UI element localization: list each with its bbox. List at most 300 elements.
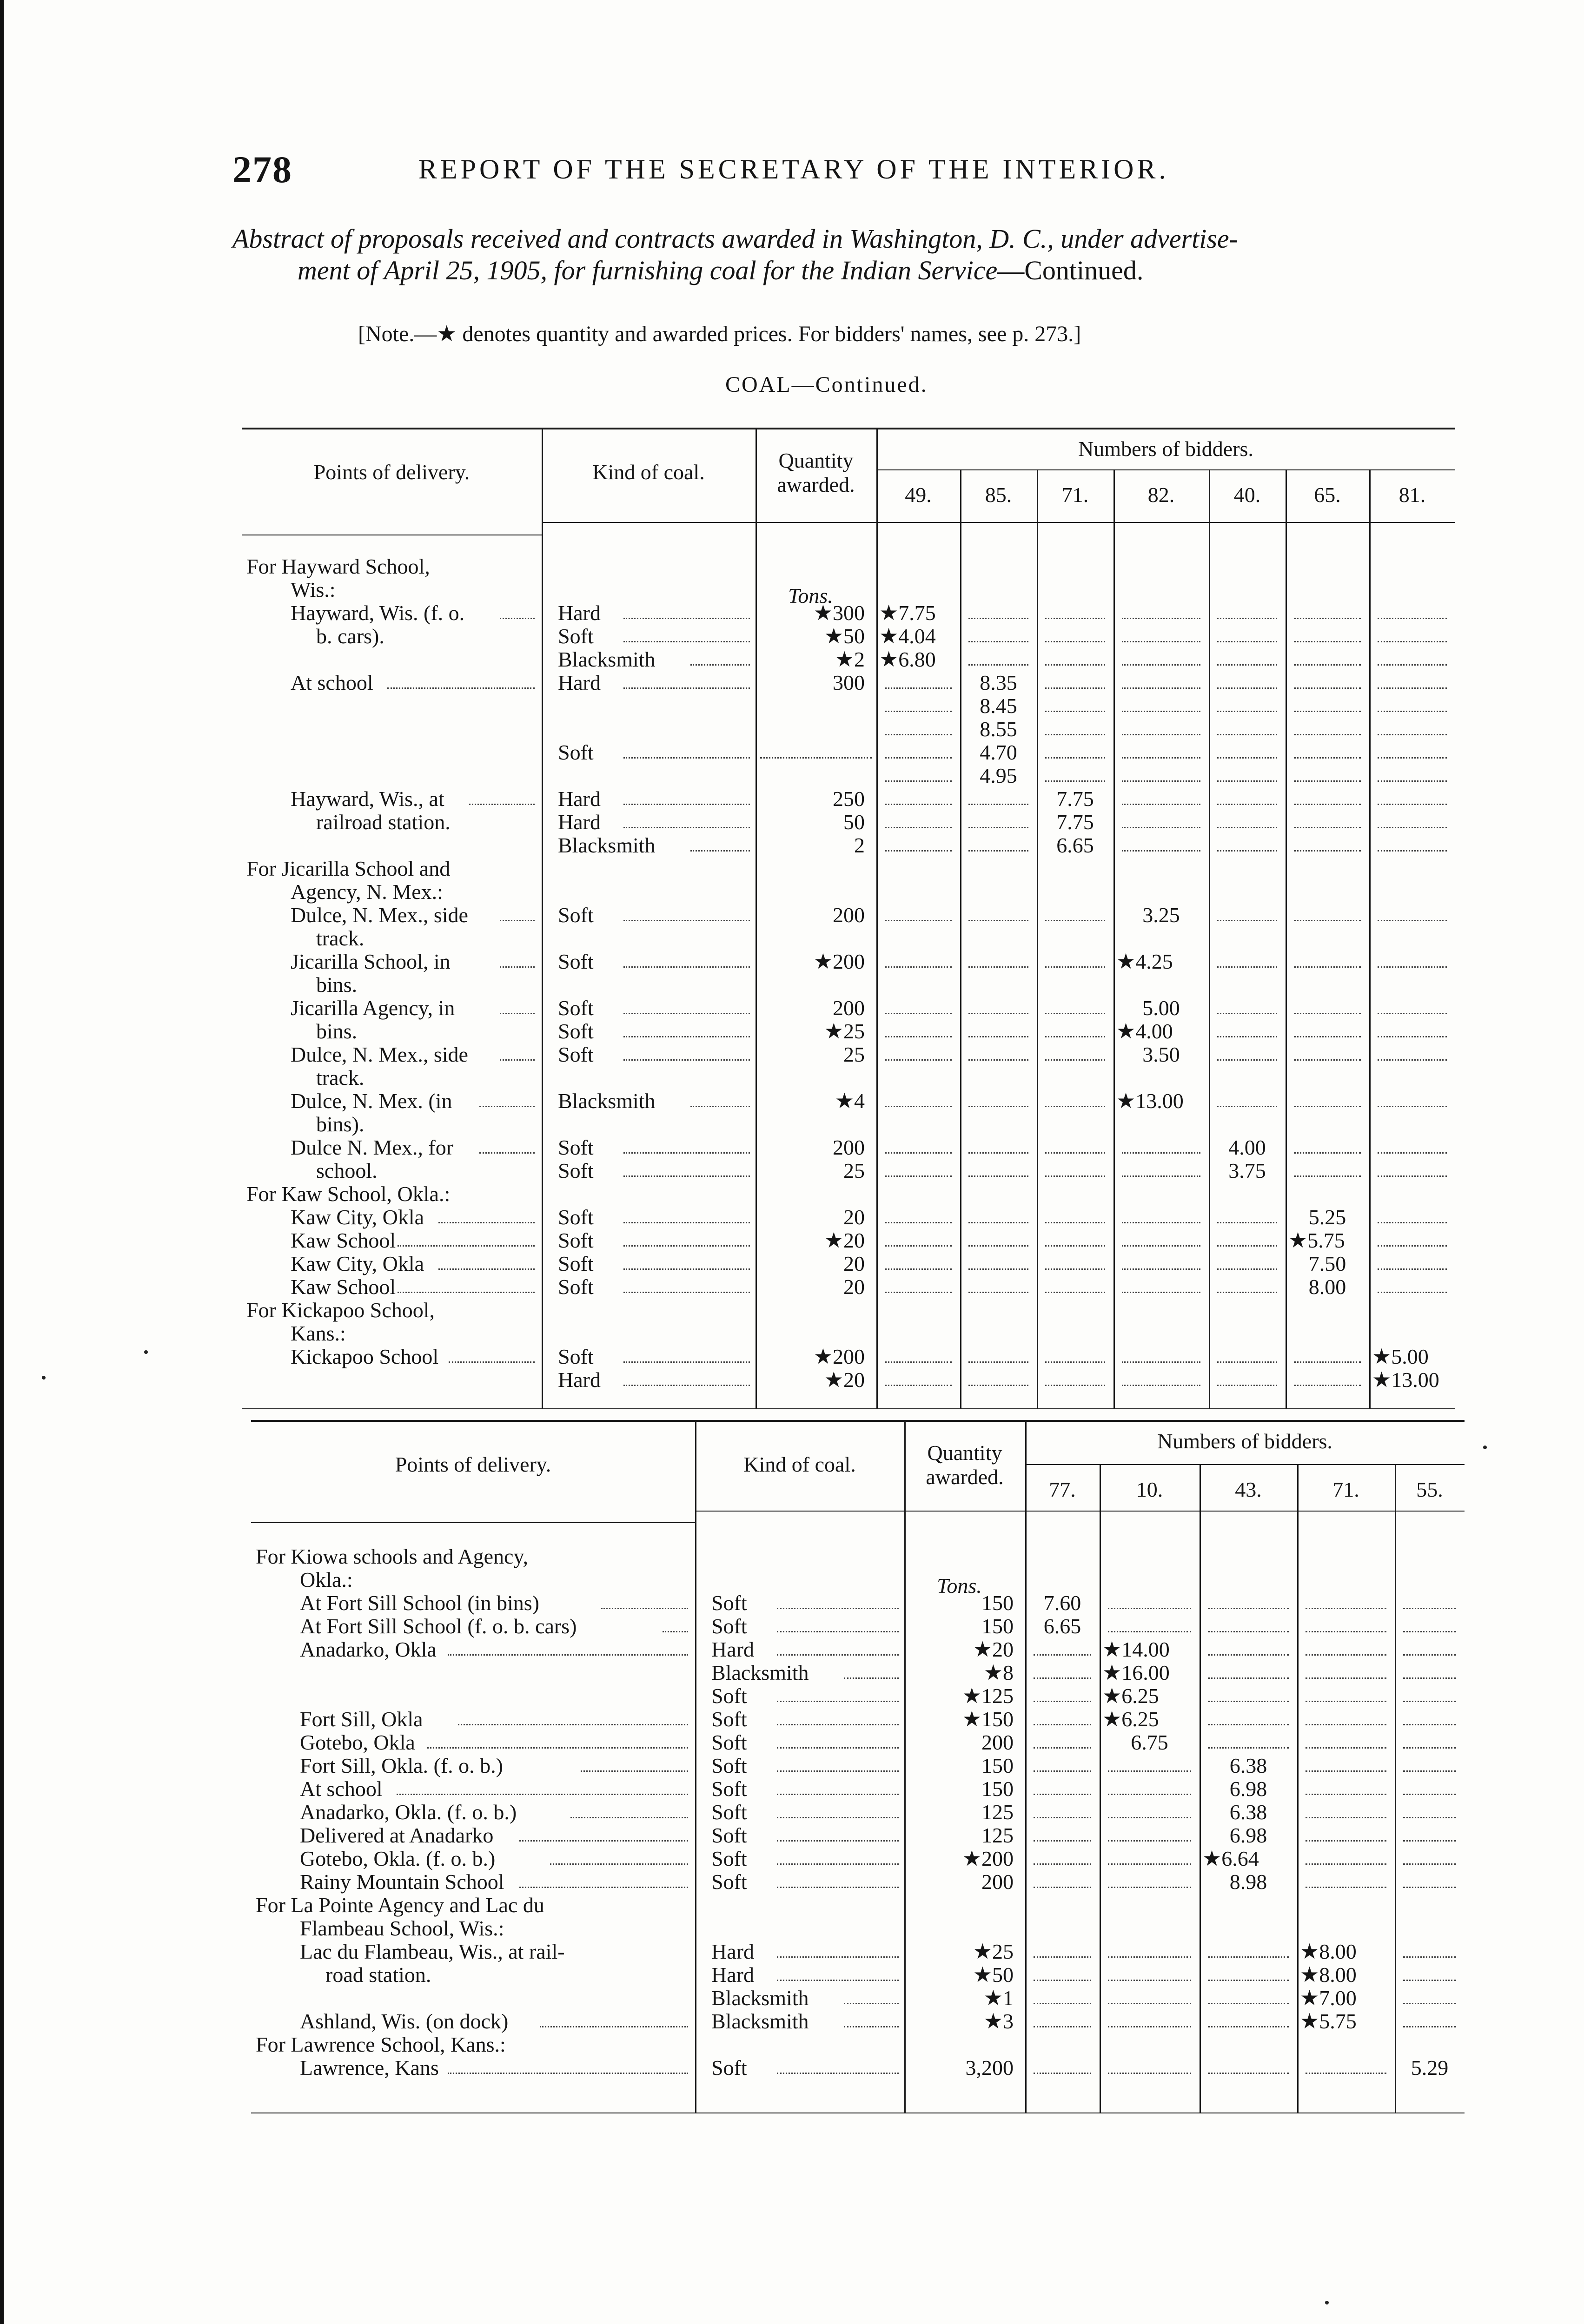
bid-empty-dots xyxy=(1208,1724,1289,1725)
quantity-awarded: ★50 xyxy=(973,1963,1014,1987)
delivery-point: For Kiowa schools and Agency, xyxy=(256,1545,528,1568)
bid-empty-dots xyxy=(1403,1817,1456,1818)
leader-dots xyxy=(690,664,750,666)
leader-dots xyxy=(777,1631,899,1632)
quantity-awarded: ★1 xyxy=(983,1986,1014,2010)
table-caption xyxy=(232,223,1460,286)
bid-empty-dots xyxy=(1294,641,1361,642)
header-kind: Kind of coal. xyxy=(743,1452,856,1476)
column-rule xyxy=(1037,469,1038,1408)
leader-dots xyxy=(448,2073,688,2074)
quantity-awarded: 300 xyxy=(833,671,865,694)
bid-empty-dots xyxy=(1306,1724,1386,1725)
bid-empty-dots xyxy=(1217,1036,1277,1037)
bid-empty-dots xyxy=(1045,1222,1105,1223)
bid-empty-dots xyxy=(885,1245,952,1247)
coal-kind: Soft xyxy=(711,1591,747,1615)
bid-empty-dots xyxy=(1034,1747,1091,1749)
bid-empty-dots xyxy=(1403,1770,1456,1772)
bid-empty-dots xyxy=(1108,1980,1191,1981)
quantity-awarded: 200 xyxy=(833,996,865,1020)
leader-dots xyxy=(438,1268,535,1270)
bid-empty-dots xyxy=(1378,757,1447,759)
bid-empty-dots xyxy=(1294,780,1361,782)
bid-empty-dots xyxy=(1208,2003,1289,2004)
bid-empty-dots xyxy=(968,664,1028,666)
leader-dots xyxy=(550,1863,688,1865)
bid-empty-dots xyxy=(1034,2026,1091,2027)
quantity-awarded: 25 xyxy=(843,1159,865,1182)
coal-kind: Soft xyxy=(558,1205,594,1229)
bid-empty-dots xyxy=(1403,2026,1456,2027)
coal-kind: Hard xyxy=(558,671,601,694)
bid-price: 3.50 xyxy=(1142,1043,1180,1066)
coal-kind: Soft xyxy=(558,903,594,927)
bid-price: 5.25 xyxy=(1308,1205,1346,1229)
bid-empty-dots xyxy=(1208,1747,1289,1749)
bid-empty-dots xyxy=(1217,1245,1277,1247)
leader-dots xyxy=(777,1840,899,1842)
bid-price: 5.00 xyxy=(1142,996,1180,1020)
bid-price: ★8.00 xyxy=(1300,1940,1357,1963)
bid-price: 6.38 xyxy=(1229,1754,1267,1777)
bid-empty-dots xyxy=(1122,757,1200,759)
leader-dots xyxy=(448,1654,688,1656)
bid-price: ★13.00 xyxy=(1372,1368,1439,1392)
bid-empty-dots xyxy=(1378,711,1447,712)
bid-empty-dots xyxy=(968,1245,1028,1247)
bid-empty-dots xyxy=(1045,1385,1105,1386)
bid-empty-dots xyxy=(1217,757,1277,759)
bidder-number-6: 65. xyxy=(1314,483,1341,507)
bid-empty-dots xyxy=(1403,1631,1456,1632)
bid-empty-dots xyxy=(1034,1794,1091,1795)
coal-kind: Soft xyxy=(711,2056,747,2080)
bid-empty-dots xyxy=(1034,1980,1091,1981)
bid-empty-dots xyxy=(1378,850,1447,852)
leader-dots xyxy=(623,1013,750,1014)
bid-empty-dots xyxy=(1034,1840,1091,1842)
coal-kind: Blacksmith xyxy=(711,2009,809,2033)
delivery-point: Anadarko, Okla. (f. o. b.) xyxy=(300,1800,517,1824)
bid-empty-dots xyxy=(1378,1152,1447,1154)
bid-empty-dots xyxy=(1306,1794,1386,1795)
bid-empty-dots xyxy=(885,1292,952,1293)
bid-empty-dots xyxy=(1294,757,1361,759)
bid-empty-dots xyxy=(1403,1654,1456,1656)
bid-empty-dots xyxy=(1403,1747,1456,1749)
leader-dots xyxy=(397,1794,688,1795)
bid-empty-dots xyxy=(968,920,1028,921)
quantity-awarded: 150 xyxy=(981,1754,1014,1777)
bid-empty-dots xyxy=(1378,1245,1447,1247)
delivery-point: At Fort Sill School (f. o. b. cars) xyxy=(300,1614,577,1638)
quantity-awarded: 200 xyxy=(833,1136,865,1159)
bid-empty-dots xyxy=(1378,1036,1447,1037)
bid-empty-dots xyxy=(1034,1654,1091,1656)
quantity-awarded: 50 xyxy=(843,810,865,834)
bid-price: 7.60 xyxy=(1043,1591,1081,1615)
bid-empty-dots xyxy=(1122,1292,1200,1293)
bid-empty-dots xyxy=(1045,618,1105,619)
column-rule xyxy=(1297,1464,1299,2113)
table-note: [Note.—★ denotes quantity and awarded prices. For bidders' names, see p. 273.] xyxy=(358,322,1081,346)
bidder-number-2: 10. xyxy=(1136,1478,1163,1501)
coal-kind: Soft xyxy=(558,1275,594,1299)
bid-price: ★6.80 xyxy=(879,647,936,671)
coal-kind: Soft xyxy=(711,1730,747,1754)
bid-empty-dots xyxy=(1045,1292,1105,1293)
bid-empty-dots xyxy=(1122,618,1200,619)
bid-empty-dots xyxy=(1045,1268,1105,1270)
leader-dots xyxy=(500,618,535,619)
header-bottom-rule-2 xyxy=(542,522,1455,523)
bid-empty-dots xyxy=(1108,1817,1191,1818)
leader-dots xyxy=(777,1770,899,1772)
bid-empty-dots xyxy=(1208,1654,1289,1656)
bid-empty-dots xyxy=(1034,2003,1091,2004)
bid-price: ★7.75 xyxy=(879,601,936,625)
leader-dots xyxy=(623,1036,750,1037)
bid-empty-dots xyxy=(1403,1794,1456,1795)
leader-dots xyxy=(777,1794,899,1795)
bid-empty-dots xyxy=(1217,711,1277,712)
bid-empty-dots xyxy=(1378,687,1447,689)
coal-kind: Hard xyxy=(711,1940,754,1963)
bid-empty-dots xyxy=(1378,827,1447,828)
bid-empty-dots xyxy=(1306,1840,1386,1842)
bidder-number-4: 82. xyxy=(1147,483,1175,507)
bid-price: ★13.00 xyxy=(1116,1089,1184,1113)
coal-kind: Blacksmith xyxy=(711,1661,809,1684)
leader-dots xyxy=(623,1268,750,1270)
bidder-header-rule xyxy=(1025,1464,1465,1465)
leader-dots xyxy=(623,920,750,921)
bid-empty-dots xyxy=(885,1059,952,1061)
scan-speck xyxy=(42,1376,46,1380)
bid-empty-dots xyxy=(1045,641,1105,642)
delivery-point: Jicarilla Agency, in xyxy=(291,996,455,1020)
delivery-point: Agency, N. Mex.: xyxy=(291,880,443,904)
column-rule xyxy=(542,428,543,1408)
delivery-point: At school xyxy=(291,671,373,694)
bid-empty-dots xyxy=(1108,2073,1191,2074)
delivery-point: Kaw City, Okla xyxy=(291,1252,424,1275)
coal-kind: Hard xyxy=(558,787,601,811)
quantity-awarded: 2 xyxy=(854,833,865,857)
coal-kind: Soft xyxy=(711,1614,747,1638)
coal-kind: Soft xyxy=(558,950,594,973)
bid-empty-dots xyxy=(968,641,1028,642)
leader-dots xyxy=(777,1724,899,1725)
coal-kind: Soft xyxy=(558,996,594,1020)
bid-empty-dots xyxy=(1208,1980,1289,1981)
leader-dots xyxy=(690,1106,750,1107)
bid-empty-dots xyxy=(1208,1701,1289,1702)
header-quantity: Quantity awarded. xyxy=(777,449,855,496)
bid-empty-dots xyxy=(1378,1268,1447,1270)
delivery-point: bins. xyxy=(316,1019,358,1043)
quantity-awarded: ★3 xyxy=(983,2009,1014,2033)
leader-dots xyxy=(500,920,535,921)
bid-empty-dots xyxy=(968,1013,1028,1014)
delivery-point: Flambeau School, Wis.: xyxy=(300,1916,504,1940)
bid-price: ★7.00 xyxy=(1300,1986,1357,2010)
bid-price: 6.98 xyxy=(1229,1777,1267,1801)
coal-kind: Soft xyxy=(711,1684,747,1708)
table-top-rule xyxy=(242,428,1455,429)
bid-empty-dots xyxy=(1034,1724,1091,1725)
bid-empty-dots xyxy=(1294,687,1361,689)
bid-empty-dots xyxy=(1378,966,1447,968)
delivery-point: For Kickapoo School, xyxy=(246,1298,435,1322)
bid-empty-dots xyxy=(1208,1956,1289,1958)
quantity-awarded: ★2 xyxy=(835,647,865,671)
coal-kind: Soft xyxy=(558,1159,594,1182)
delivery-point: Dulce N. Mex., for xyxy=(291,1136,454,1159)
bid-empty-dots xyxy=(1208,1608,1289,1609)
coal-kind: Soft xyxy=(558,1252,594,1275)
bid-empty-dots xyxy=(1306,1677,1386,1679)
coal-kind: Soft xyxy=(558,740,594,764)
bid-empty-dots xyxy=(1294,664,1361,666)
page-number: 278 xyxy=(232,148,292,191)
bidder-number-4: 71. xyxy=(1332,1478,1359,1501)
delivery-point: track. xyxy=(316,926,365,950)
coal-kind: Blacksmith xyxy=(711,1986,809,2010)
bidder-header-rule xyxy=(876,469,1455,470)
scan-speck xyxy=(1325,2301,1329,2304)
delivery-point: Lac du Flambeau, Wis., at rail- xyxy=(300,1940,565,1963)
bid-empty-dots xyxy=(1306,1817,1386,1818)
bid-empty-dots xyxy=(1122,1245,1200,1247)
bid-empty-dots xyxy=(885,1175,952,1177)
bidder-number-5: 40. xyxy=(1233,483,1261,507)
delivery-point: Okla.: xyxy=(300,1568,353,1591)
bid-price: ★6.25 xyxy=(1102,1707,1159,1731)
delivery-point: railroad station. xyxy=(316,810,451,834)
delivery-point: Dulce, N. Mex., side xyxy=(291,903,468,927)
bid-empty-dots xyxy=(968,1268,1028,1270)
bid-empty-dots xyxy=(968,1175,1028,1177)
bid-empty-dots xyxy=(1045,920,1105,921)
bid-empty-dots xyxy=(1034,1817,1091,1818)
bid-empty-dots xyxy=(1294,1059,1361,1061)
quantity-awarded: 125 xyxy=(981,1800,1014,1824)
bid-empty-dots xyxy=(1378,1222,1447,1223)
bid-price: ★14.00 xyxy=(1102,1637,1170,1661)
bid-empty-dots xyxy=(1045,711,1105,712)
bid-empty-dots xyxy=(1378,780,1447,782)
delivery-point: Anadarko, Okla xyxy=(300,1637,437,1661)
bid-empty-dots xyxy=(1306,1654,1386,1656)
delivery-point: For Jicarilla School and xyxy=(246,857,451,880)
bid-empty-dots xyxy=(1306,1701,1386,1702)
quantity-awarded: 200 xyxy=(981,1730,1014,1754)
bid-empty-dots xyxy=(1294,734,1361,735)
bid-empty-dots xyxy=(968,1106,1028,1107)
bid-empty-dots xyxy=(1217,1292,1277,1293)
bid-empty-dots xyxy=(968,827,1028,828)
quantity-awarded: ★200 xyxy=(962,1847,1014,1870)
caption-line-2 xyxy=(232,255,1460,286)
column-rule xyxy=(1200,1464,1201,2113)
bid-empty-dots xyxy=(1403,1887,1456,1888)
bid-empty-dots xyxy=(885,711,952,712)
bid-empty-dots xyxy=(1217,827,1277,828)
bid-empty-dots xyxy=(1378,1292,1447,1293)
leader-dots xyxy=(387,687,535,689)
bid-empty-dots xyxy=(1122,1152,1200,1154)
bid-empty-dots xyxy=(885,1222,952,1223)
bid-empty-dots xyxy=(1217,966,1277,968)
bid-empty-dots xyxy=(1045,1245,1105,1247)
bid-empty-dots xyxy=(1294,1175,1361,1177)
leader-dots xyxy=(519,1840,688,1842)
bid-empty-dots xyxy=(1034,1770,1091,1772)
column-rule xyxy=(695,1420,696,2113)
bid-empty-dots xyxy=(1294,1361,1361,1363)
column-rule xyxy=(1209,469,1210,1408)
bid-empty-dots xyxy=(1217,804,1277,805)
bid-empty-dots xyxy=(1108,2003,1191,2004)
bid-empty-dots xyxy=(1403,2003,1456,2004)
running-head: REPORT OF THE SECRETARY OF THE INTERIOR. xyxy=(418,154,1169,185)
bidder-number-1: 77. xyxy=(1049,1478,1076,1501)
bid-empty-dots xyxy=(1045,734,1105,735)
quantity-awarded: 200 xyxy=(833,903,865,927)
bid-empty-dots xyxy=(1045,687,1105,689)
bid-empty-dots xyxy=(1403,1840,1456,1842)
bid-empty-dots xyxy=(1045,1036,1105,1037)
leader-dots xyxy=(777,1701,899,1702)
quantity-awarded: ★200 xyxy=(813,1345,865,1368)
quantity-awarded: 3,200 xyxy=(965,2056,1014,2080)
delivery-point: Fort Sill, Okla xyxy=(300,1707,423,1731)
leader-dots xyxy=(398,1292,535,1293)
quantity-awarded: ★20 xyxy=(824,1228,865,1252)
bid-price: 6.75 xyxy=(1131,1730,1168,1754)
bid-empty-dots xyxy=(1403,1701,1456,1702)
header-bottom-rule xyxy=(251,1522,695,1523)
coal-kind: Soft xyxy=(711,1800,747,1824)
quantity-awarded: ★20 xyxy=(824,1368,865,1392)
bid-price: 8.55 xyxy=(980,717,1017,741)
header-points: Points of delivery. xyxy=(313,460,470,484)
leader-dots xyxy=(500,1013,535,1014)
column-rule xyxy=(1395,1464,1396,2113)
bid-empty-dots xyxy=(1403,1608,1456,1609)
bid-empty-dots xyxy=(885,1106,952,1107)
leader-dots xyxy=(760,757,872,759)
bid-price: 8.00 xyxy=(1308,1275,1346,1299)
delivery-point: Jicarilla School, in xyxy=(291,950,451,973)
bid-empty-dots xyxy=(1217,1013,1277,1014)
quantity-awarded: 250 xyxy=(833,787,865,811)
bid-empty-dots xyxy=(1378,1175,1447,1177)
bid-empty-dots xyxy=(1294,850,1361,852)
header-quantity: Quantity awarded. xyxy=(926,1441,1004,1489)
delivery-point: For Hayward School, xyxy=(246,555,430,578)
bid-empty-dots xyxy=(1306,1631,1386,1632)
leader-dots xyxy=(777,1956,899,1958)
coal-kind: Soft xyxy=(558,1019,594,1043)
scan-speck xyxy=(144,1350,148,1354)
bid-empty-dots xyxy=(1403,1724,1456,1725)
bid-empty-dots xyxy=(885,734,952,735)
leader-dots xyxy=(777,1654,899,1656)
column-rule xyxy=(1113,469,1115,1408)
bid-empty-dots xyxy=(968,966,1028,968)
bid-empty-dots xyxy=(1294,618,1361,619)
leader-dots xyxy=(601,1608,688,1609)
bid-empty-dots xyxy=(1122,1175,1200,1177)
delivery-point: Kans.: xyxy=(291,1321,346,1345)
bid-price: ★4.04 xyxy=(879,624,936,648)
leader-dots xyxy=(777,1887,899,1888)
coal-kind: Soft xyxy=(711,1823,747,1847)
coal-kind: Soft xyxy=(558,1345,594,1368)
delivery-point: At school xyxy=(300,1777,383,1801)
bid-empty-dots xyxy=(968,618,1028,619)
bid-empty-dots xyxy=(885,1152,952,1154)
delivery-point: Kickapoo School xyxy=(291,1345,439,1368)
leader-dots xyxy=(623,757,750,759)
delivery-point: For Kaw School, Okla.: xyxy=(246,1182,451,1206)
quantity-awarded: 200 xyxy=(981,1870,1014,1894)
bid-empty-dots xyxy=(968,850,1028,852)
delivery-point: At Fort Sill School (in bins) xyxy=(300,1591,539,1615)
bid-empty-dots xyxy=(1108,1608,1191,1609)
bid-empty-dots xyxy=(1217,618,1277,619)
bid-empty-dots xyxy=(885,757,952,759)
bid-empty-dots xyxy=(1217,1361,1277,1363)
bid-empty-dots xyxy=(1045,780,1105,782)
bid-empty-dots xyxy=(885,1013,952,1014)
bid-empty-dots xyxy=(1108,1770,1191,1772)
coal-kind: Blacksmith xyxy=(558,647,656,671)
coal-kind: Soft xyxy=(558,1136,594,1159)
bid-empty-dots xyxy=(1217,687,1277,689)
header-bottom-rule-2 xyxy=(695,1511,1465,1512)
bid-empty-dots xyxy=(1217,1106,1277,1107)
bid-empty-dots xyxy=(1208,1631,1289,1632)
bid-empty-dots xyxy=(1403,1956,1456,1958)
bid-price: ★5.00 xyxy=(1372,1345,1429,1368)
bid-empty-dots xyxy=(1306,1887,1386,1888)
bid-empty-dots xyxy=(1122,780,1200,782)
bid-empty-dots xyxy=(885,827,952,828)
leader-dots xyxy=(479,1106,535,1107)
bid-price: 8.35 xyxy=(980,671,1017,694)
bid-empty-dots xyxy=(1294,920,1361,921)
bid-price: 5.29 xyxy=(1411,2056,1449,2080)
coal-kind: Hard xyxy=(711,1963,754,1987)
leader-dots xyxy=(540,2026,688,2027)
header-kind: Kind of coal. xyxy=(592,460,705,484)
bid-empty-dots xyxy=(1294,1013,1361,1014)
leader-dots xyxy=(623,827,750,828)
leader-dots xyxy=(690,850,750,852)
table-top-rule xyxy=(251,1420,1465,1422)
bid-price: 4.70 xyxy=(980,740,1017,764)
quantity-awarded: 150 xyxy=(981,1777,1014,1801)
bid-empty-dots xyxy=(1108,1794,1191,1795)
bid-empty-dots xyxy=(885,804,952,805)
leader-dots xyxy=(500,966,535,968)
bid-empty-dots xyxy=(1217,850,1277,852)
delivery-point: Kaw School xyxy=(291,1275,396,1299)
